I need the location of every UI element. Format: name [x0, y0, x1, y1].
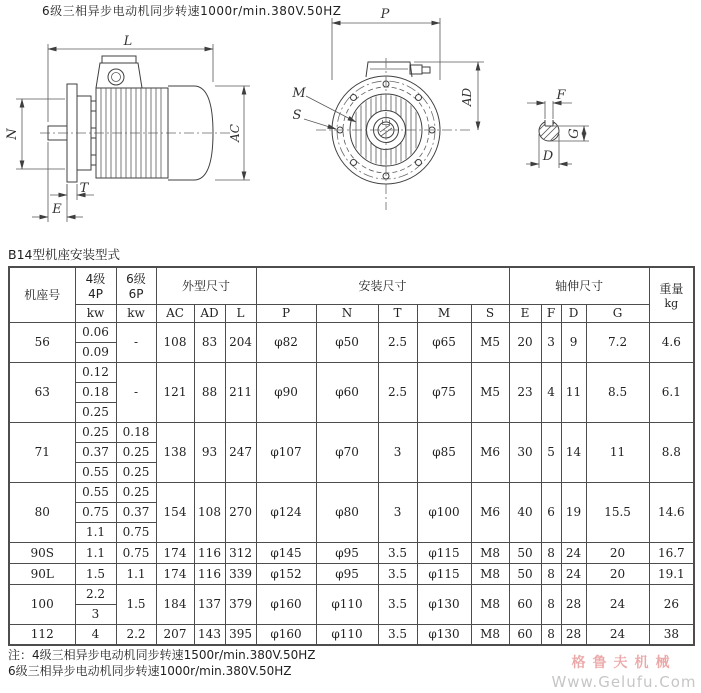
table-row — [9, 422, 694, 442]
cell-dim: 3 — [378, 482, 417, 542]
cell-dim: 3.5 — [378, 584, 417, 624]
cell-dim: 50 — [509, 542, 541, 563]
cell-kw-6p: 1.1 — [116, 563, 156, 584]
cell-kw-4p: 0.25 — [75, 402, 116, 422]
dim-label-d: D — [542, 149, 554, 164]
dim-label-g: G — [567, 128, 582, 139]
header-line: 4级 — [85, 272, 106, 287]
cell-kw-6p: 0.25 — [116, 462, 156, 482]
dimension-n — [5, 99, 65, 169]
cell-dim: φ70 — [316, 422, 378, 482]
cell-dim: 3.5 — [378, 542, 417, 563]
footnotes — [8, 647, 316, 679]
cell-dim: M5 — [471, 362, 509, 422]
cell-dim: φ107 — [256, 422, 316, 482]
cell-dim: φ160 — [256, 624, 316, 645]
cell-dim: 3 — [378, 422, 417, 482]
cell-kw-6p: - — [116, 362, 156, 422]
cell-dim: φ110 — [316, 584, 378, 624]
header-row-groups — [9, 267, 694, 304]
cell-dim: φ50 — [316, 322, 378, 362]
col-header-ad: AD — [194, 304, 225, 322]
cell-dim: 3.5 — [378, 624, 417, 645]
col-header-mount-group: 安装尺寸 — [256, 267, 509, 304]
cell-frame: 112 — [9, 624, 75, 645]
cell-kw-4p: 3 — [75, 604, 116, 624]
header-line: kg — [664, 296, 679, 310]
header-row-sub — [9, 304, 694, 322]
col-header-d: D — [561, 304, 586, 322]
cell-dim: φ124 — [256, 482, 316, 542]
cell-dim: φ130 — [417, 624, 471, 645]
cell-weight: 4.6 — [649, 322, 694, 362]
cell-weight: 26 — [649, 584, 694, 624]
table-row — [9, 542, 694, 563]
col-header-s: S — [471, 304, 509, 322]
cell-dim: M8 — [471, 624, 509, 645]
cell-dim: 379 — [225, 584, 256, 624]
keyway-blank — [545, 119, 554, 126]
cell-dim: 8 — [541, 542, 561, 563]
cell-dim: 8 — [541, 563, 561, 584]
front-terminal-box — [366, 62, 430, 77]
cell-dim: φ110 — [316, 624, 378, 645]
cell-dim: φ82 — [256, 322, 316, 362]
col-header-l: L — [225, 304, 256, 322]
leader-s — [293, 108, 336, 129]
cell-dim: 88 — [194, 362, 225, 422]
cell-kw-6p: 2.2 — [116, 624, 156, 645]
dim-label-ad: AD — [460, 87, 474, 107]
cell-dim: φ95 — [316, 563, 378, 584]
cell-dim: 211 — [225, 362, 256, 422]
cell-dim: 20 — [586, 542, 649, 563]
terminal-box — [96, 56, 142, 88]
cell-kw-4p: 0.55 — [75, 482, 116, 502]
cell-dim: 137 — [194, 584, 225, 624]
table-row — [9, 624, 694, 645]
cell-dim: 207 — [156, 624, 194, 645]
dimension-t — [50, 181, 94, 200]
cell-frame: 90S — [9, 542, 75, 563]
cell-frame: 63 — [9, 362, 75, 422]
spec-table-body — [9, 322, 694, 645]
cell-kw-4p: 0.55 — [75, 462, 116, 482]
cell-dim: 138 — [156, 422, 194, 482]
cell-dim: 6 — [541, 482, 561, 542]
dimension-l — [48, 34, 213, 122]
cell-dim: 4 — [541, 362, 561, 422]
cell-dim: 8 — [541, 584, 561, 624]
cell-dim: 24 — [586, 624, 649, 645]
cell-dim: 7.2 — [586, 322, 649, 362]
cell-kw-4p: 0.09 — [75, 342, 116, 362]
cell-dim: M5 — [471, 322, 509, 362]
cell-frame: 80 — [9, 482, 75, 542]
col-header-f: F — [541, 304, 561, 322]
section-label: B14型机座安装型式 — [8, 247, 120, 262]
cell-dim: φ115 — [417, 563, 471, 584]
cell-dim: M6 — [471, 422, 509, 482]
cell-weight: 16.7 — [649, 542, 694, 563]
col-header-m: M — [417, 304, 471, 322]
motor-front-view — [291, 7, 484, 210]
cell-dim: 23 — [509, 362, 541, 422]
header-line: 重量 — [659, 281, 684, 296]
cell-dim: 93 — [194, 422, 225, 482]
technical-drawing — [0, 0, 701, 245]
cell-dim: φ85 — [417, 422, 471, 482]
spec-table-head — [9, 267, 694, 322]
cell-kw-6p: 0.25 — [116, 482, 156, 502]
cell-dim: 24 — [561, 563, 586, 584]
cell-dim: 19 — [561, 482, 586, 542]
cell-frame: 56 — [9, 322, 75, 362]
cell-dim: 3.5 — [378, 563, 417, 584]
cell-dim: 9 — [561, 322, 586, 362]
table-row — [9, 322, 694, 342]
watermark — [548, 652, 700, 691]
col-header-shaft-group: 轴伸尺寸 — [509, 267, 649, 304]
cell-kw-4p: 1.1 — [75, 522, 116, 542]
cell-kw-4p: 0.06 — [75, 322, 116, 342]
cell-dim: 339 — [225, 563, 256, 584]
header-line: 6P — [128, 287, 144, 302]
cell-kw-6p: 0.75 — [116, 522, 156, 542]
cell-dim: 20 — [586, 563, 649, 584]
cell-kw-6p: 1.5 — [116, 584, 156, 624]
spec-table — [8, 266, 695, 646]
cell-dim: 11 — [561, 362, 586, 422]
col-header-p: P — [256, 304, 316, 322]
cell-dim: 108 — [194, 482, 225, 542]
dim-label-l: L — [123, 34, 133, 49]
col-header-kw-6p: kw — [116, 304, 156, 322]
header-line: 4P — [88, 287, 103, 302]
cell-dim: 121 — [156, 362, 194, 422]
watermark-url: Www.Gelufu.Com — [551, 673, 697, 691]
watermark-brand: 格鲁夫机械 — [571, 655, 677, 671]
cell-kw-4p: 0.18 — [75, 382, 116, 402]
dim-label-n: N — [5, 128, 20, 140]
cell-dim: M6 — [471, 482, 509, 542]
cell-kw-6p: 0.25 — [116, 442, 156, 462]
cell-dim: 60 — [509, 624, 541, 645]
cell-dim: φ152 — [256, 563, 316, 584]
cell-dim: 30 — [509, 422, 541, 482]
cell-kw-6p: 0.18 — [116, 422, 156, 442]
cell-dim: 154 — [156, 482, 194, 542]
cell-dim: φ145 — [256, 542, 316, 563]
cell-kw-6p: - — [116, 322, 156, 362]
table-row — [9, 482, 694, 502]
cell-frame: 90L — [9, 563, 75, 584]
footnote-line: 6级三相异步电动机同步转速1000r/min.380V.50HZ — [8, 664, 292, 678]
cell-kw-6p: 0.75 — [116, 542, 156, 563]
cell-dim: 50 — [509, 563, 541, 584]
col-header-ac: AC — [156, 304, 194, 322]
table-row — [9, 362, 694, 382]
header-line: 6级 — [126, 272, 146, 287]
cell-dim: φ80 — [316, 482, 378, 542]
col-header-e: E — [509, 304, 541, 322]
dim-label-f: F — [556, 88, 566, 103]
cell-dim: φ130 — [417, 584, 471, 624]
cell-dim: 312 — [225, 542, 256, 563]
cell-dim: φ115 — [417, 542, 471, 563]
cell-dim: M8 — [471, 563, 509, 584]
cell-dim: 143 — [194, 624, 225, 645]
cell-dim: 247 — [225, 422, 256, 482]
dim-label-ac: AC — [228, 124, 242, 142]
cell-weight: 14.6 — [649, 482, 694, 542]
cell-dim: 83 — [194, 322, 225, 362]
dim-label-s: S — [292, 108, 302, 123]
cell-dim: 270 — [225, 482, 256, 542]
cell-dim: 116 — [194, 563, 225, 584]
cell-dim: φ90 — [256, 362, 316, 422]
cell-dim: 11 — [586, 422, 649, 482]
cell-dim: 8.5 — [586, 362, 649, 422]
col-header-outline-group: 外型尺寸 — [156, 267, 256, 304]
cell-dim: 40 — [509, 482, 541, 542]
dimension-ad — [414, 62, 484, 130]
cell-dim: M8 — [471, 584, 509, 624]
cell-dim: 60 — [509, 584, 541, 624]
dim-label-m: M — [292, 86, 306, 101]
cell-kw-4p: 1.1 — [75, 542, 116, 563]
cell-kw-4p: 2.2 — [75, 584, 116, 604]
footnote-line: 注：4级三相异步电动机同步转速1500r/min.380V.50HZ — [8, 648, 316, 662]
cell-dim: φ100 — [417, 482, 471, 542]
cell-kw-4p: 0.12 — [75, 362, 116, 382]
cell-dim: 2.5 — [378, 322, 417, 362]
col-header-4p — [75, 267, 116, 304]
page-title: 6级三相异步电动机同步转速1000r/min.380V.50HZ — [42, 4, 342, 18]
cell-dim: M8 — [471, 542, 509, 563]
cell-weight: 38 — [649, 624, 694, 645]
cell-dim: 395 — [225, 624, 256, 645]
dim-label-t: T — [79, 181, 89, 196]
motor-side-view — [5, 34, 250, 222]
col-header-weight — [649, 267, 694, 322]
col-header-n: N — [316, 304, 378, 322]
cell-dim: φ160 — [256, 584, 316, 624]
col-header-6p — [116, 267, 156, 304]
cell-weight: 8.8 — [649, 422, 694, 482]
cell-dim: 174 — [156, 542, 194, 563]
col-header-g: G — [586, 304, 649, 322]
cell-frame: 100 — [9, 584, 75, 624]
dim-label-p: P — [380, 7, 390, 22]
cell-dim: 174 — [156, 563, 194, 584]
dim-label-e: E — [52, 202, 62, 217]
cell-kw-4p: 0.25 — [75, 422, 116, 442]
cell-dim: 2.5 — [378, 362, 417, 422]
cell-dim: 116 — [194, 542, 225, 563]
cell-kw-4p: 1.5 — [75, 563, 116, 584]
table-row — [9, 563, 694, 584]
col-header-t: T — [378, 304, 417, 322]
col-header-kw-4p: kw — [75, 304, 116, 322]
cell-kw-6p: 0.37 — [116, 502, 156, 522]
dimension-f — [527, 88, 572, 119]
cell-dim: φ75 — [417, 362, 471, 422]
cell-dim: 8 — [541, 624, 561, 645]
cell-dim: 3 — [541, 322, 561, 362]
cell-kw-4p: 0.75 — [75, 502, 116, 522]
cell-dim: φ95 — [316, 542, 378, 563]
cell-dim: 28 — [561, 584, 586, 624]
shaft-section-hatch — [533, 112, 569, 152]
cell-dim: 24 — [561, 542, 586, 563]
cell-dim: 108 — [156, 322, 194, 362]
cell-dim: 204 — [225, 322, 256, 362]
cell-dim: 14 — [561, 422, 586, 482]
cell-dim: 184 — [156, 584, 194, 624]
cell-weight: 6.1 — [649, 362, 694, 422]
cell-dim: 28 — [561, 624, 586, 645]
cell-weight: 19.1 — [649, 563, 694, 584]
cell-kw-4p: 4 — [75, 624, 116, 645]
cell-kw-4p: 0.37 — [75, 442, 116, 462]
cell-dim: 24 — [586, 584, 649, 624]
cell-dim: φ65 — [417, 322, 471, 362]
cell-dim: 5 — [541, 422, 561, 482]
dimension-d — [526, 134, 572, 168]
col-header-frame: 机座号 — [9, 267, 75, 322]
table-row — [9, 584, 694, 604]
cell-dim: 15.5 — [586, 482, 649, 542]
cell-dim: φ60 — [316, 362, 378, 422]
shaft-section-view — [526, 88, 589, 168]
cell-frame: 71 — [9, 422, 75, 482]
cell-dim: 20 — [509, 322, 541, 362]
